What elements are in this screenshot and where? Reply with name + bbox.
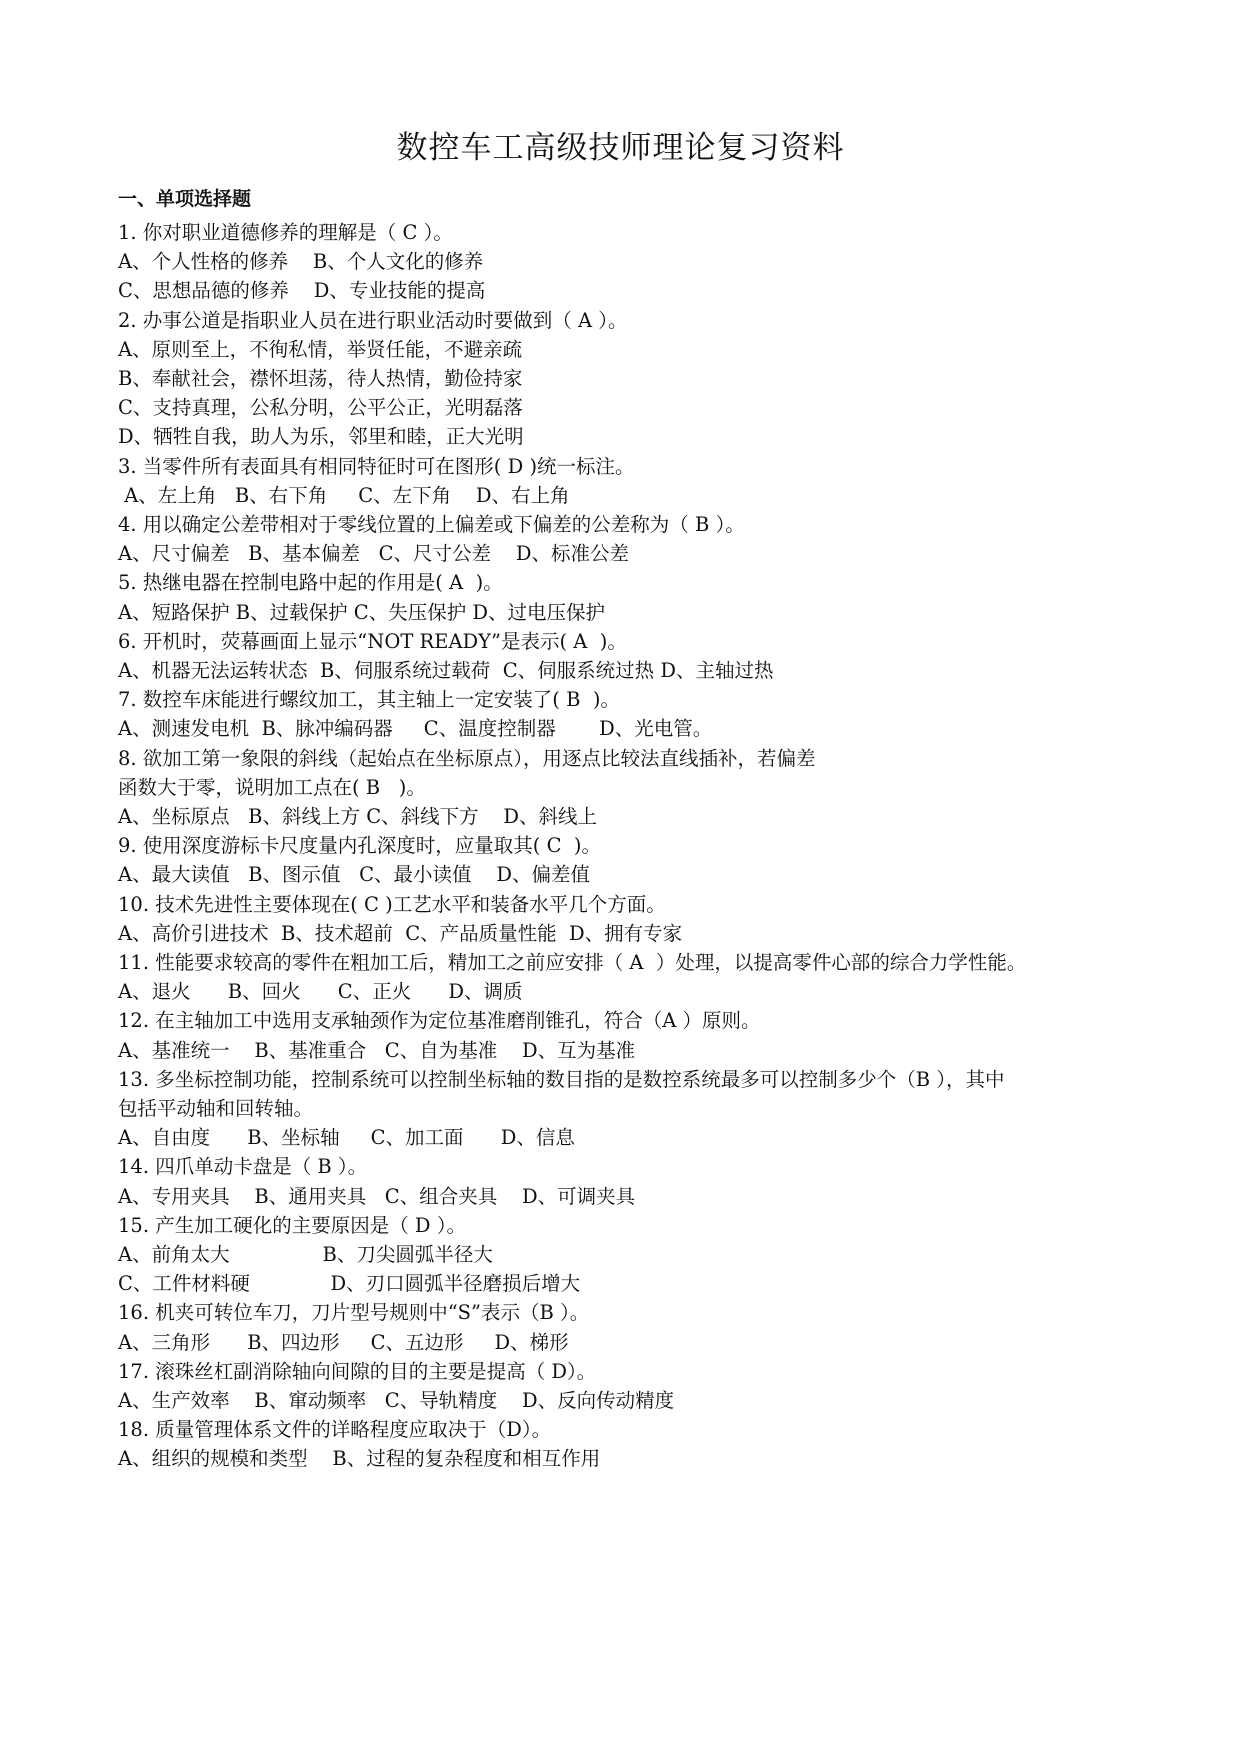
text-line: 11. 性能要求较高的零件在粗加工后，精加工之前应安排（ A ）处理，以提高零件心部的综合力学性能。 — [118, 951, 1027, 974]
text-line: 7. 数控车床能进行螺纹加工，其主轴上一定安装了( B )。 — [118, 688, 620, 712]
text-line: A、生产效率 B、窜动频率 C、导轨精度 D、反向传动精度 — [118, 1389, 675, 1412]
text-line: 1. 你对职业道德修养的理解是（ C ）。 — [118, 221, 453, 244]
text-line: C、支持真理，公私分明，公平公正，光明磊落 — [118, 396, 523, 420]
text-line: 5. 热继电器在控制电路中起的作用是( A )。 — [118, 571, 503, 595]
text-line: 2. 办事公道是指职业人员在进行职业活动时要做到（ A ）。 — [118, 308, 628, 332]
text-line: 16. 机夹可转位车刀，刀片型号规则中“S”表示（B ）。 — [118, 1301, 590, 1325]
text-line: A、坐标原点 B、斜线上方 C、斜线下方 D、斜线上 — [118, 805, 598, 828]
text-line: A、高价引进技术 B、技术超前 C、产品质量性能 D、拥有专家 — [118, 921, 683, 945]
text-line: 13. 多坐标控制功能，控制系统可以控制坐标轴的数目指的是数控系统最多可以控制多少个（B ），其中 — [118, 1067, 1005, 1091]
text-line: 6. 开机时，荧幕画面上显示“NOT READY”是表示( A )。 — [118, 629, 627, 653]
text-line: A、尺寸偏差 B、基本偏差 C、尺寸公差 D、标准公差 — [118, 542, 629, 566]
text-line: B、奉献社会，襟怀坦荡，待人热情，勤俭持家 — [118, 367, 523, 390]
section-heading: 一、单项选择题 — [118, 188, 252, 210]
text-line: A、个人性格的修养 B、个人文化的修养 — [118, 250, 484, 274]
text-line: 函数大于零，说明加工点在( B )。 — [118, 775, 426, 799]
document-title: 数控车工高级技师理论复习资料 — [396, 130, 845, 166]
text-line: 包括平动轴和回转轴。 — [118, 1097, 314, 1120]
text-line: 17. 滚珠丝杠副消除轴向间隙的目的主要是提高（ D）。 — [118, 1359, 597, 1383]
text-line: 10. 技术先进性主要体现在( C )工艺水平和装备水平几个方面。 — [118, 892, 666, 916]
text-line: A、退火 B、回火 C、正火 D、调质 — [118, 980, 523, 1004]
text-line: A、左上角 B、右下角 C、左下角 D、右上角 — [118, 483, 570, 507]
text-line: D、牺牲自我，助人为乐，邻里和睦，正大光明 — [118, 425, 524, 449]
text-line: C、思想品德的修养 D、专业技能的提高 — [118, 279, 486, 303]
text-line: A、自由度 B、坐标轴 C、加工面 D、信息 — [118, 1126, 575, 1150]
text-line: 15. 产生加工硬化的主要原因是（ D ）。 — [118, 1213, 466, 1237]
text-line: 3. 当零件所有表面具有相同特征时可在图形( D )统一标注。 — [118, 454, 635, 478]
text-line: A、机器无法运转状态 B、伺服系统过载荷 C、伺服系统过热 D、主轴过热 — [118, 659, 774, 682]
text-line: 18. 质量管理体系文件的详略程度应取决于（D）。 — [118, 1418, 552, 1442]
text-line: A、组织的规模和类型 B、过程的复杂程度和相互作用 — [118, 1447, 601, 1471]
text-line: A、原则至上，不徇私情，举贤任能，不避亲疏 — [118, 337, 523, 361]
text-line: A、前角太大 B、刀尖圆弧半径大 — [118, 1243, 493, 1266]
text-line: 12. 在主轴加工中选用支承轴颈作为定位基准磨削锥孔，符合（A ）原则。 — [118, 1009, 761, 1033]
text-line: A、短路保护 B、过载保护 C、失压保护 D、过电压保护 — [118, 600, 606, 624]
text-line: A、最大读值 B、图示值 C、最小读值 D、偏差值 — [118, 863, 590, 887]
text-line: 14. 四爪单动卡盘是（ B ）。 — [118, 1155, 368, 1179]
text-line: 4. 用以确定公差带相对于零线位置的上偏差或下偏差的公差称为（ B ）。 — [118, 513, 745, 536]
text-line: A、测速发电机 B、脉冲编码器 C、温度控制器 D、光电管。 — [118, 717, 713, 741]
text-line: 8. 欲加工第一象限的斜线（起始点在坐标原点），用逐点比较法直线插补，若偏差 — [118, 746, 816, 770]
text-line: 9. 使用深度游标卡尺度量内孔深度时，应量取其( C )。 — [118, 834, 602, 858]
text-line: A、基准统一 B、基准重合 C、自为基准 D、互为基准 — [118, 1038, 636, 1062]
text-line: A、专用夹具 B、通用夹具 C、组合夹具 D、可调夹具 — [118, 1184, 636, 1208]
text-line: A、三角形 B、四边形 C、五边形 D、梯形 — [118, 1330, 569, 1354]
text-line: C、工件材料硬 D、刃口圆弧半径磨损后增大 — [118, 1272, 581, 1296]
